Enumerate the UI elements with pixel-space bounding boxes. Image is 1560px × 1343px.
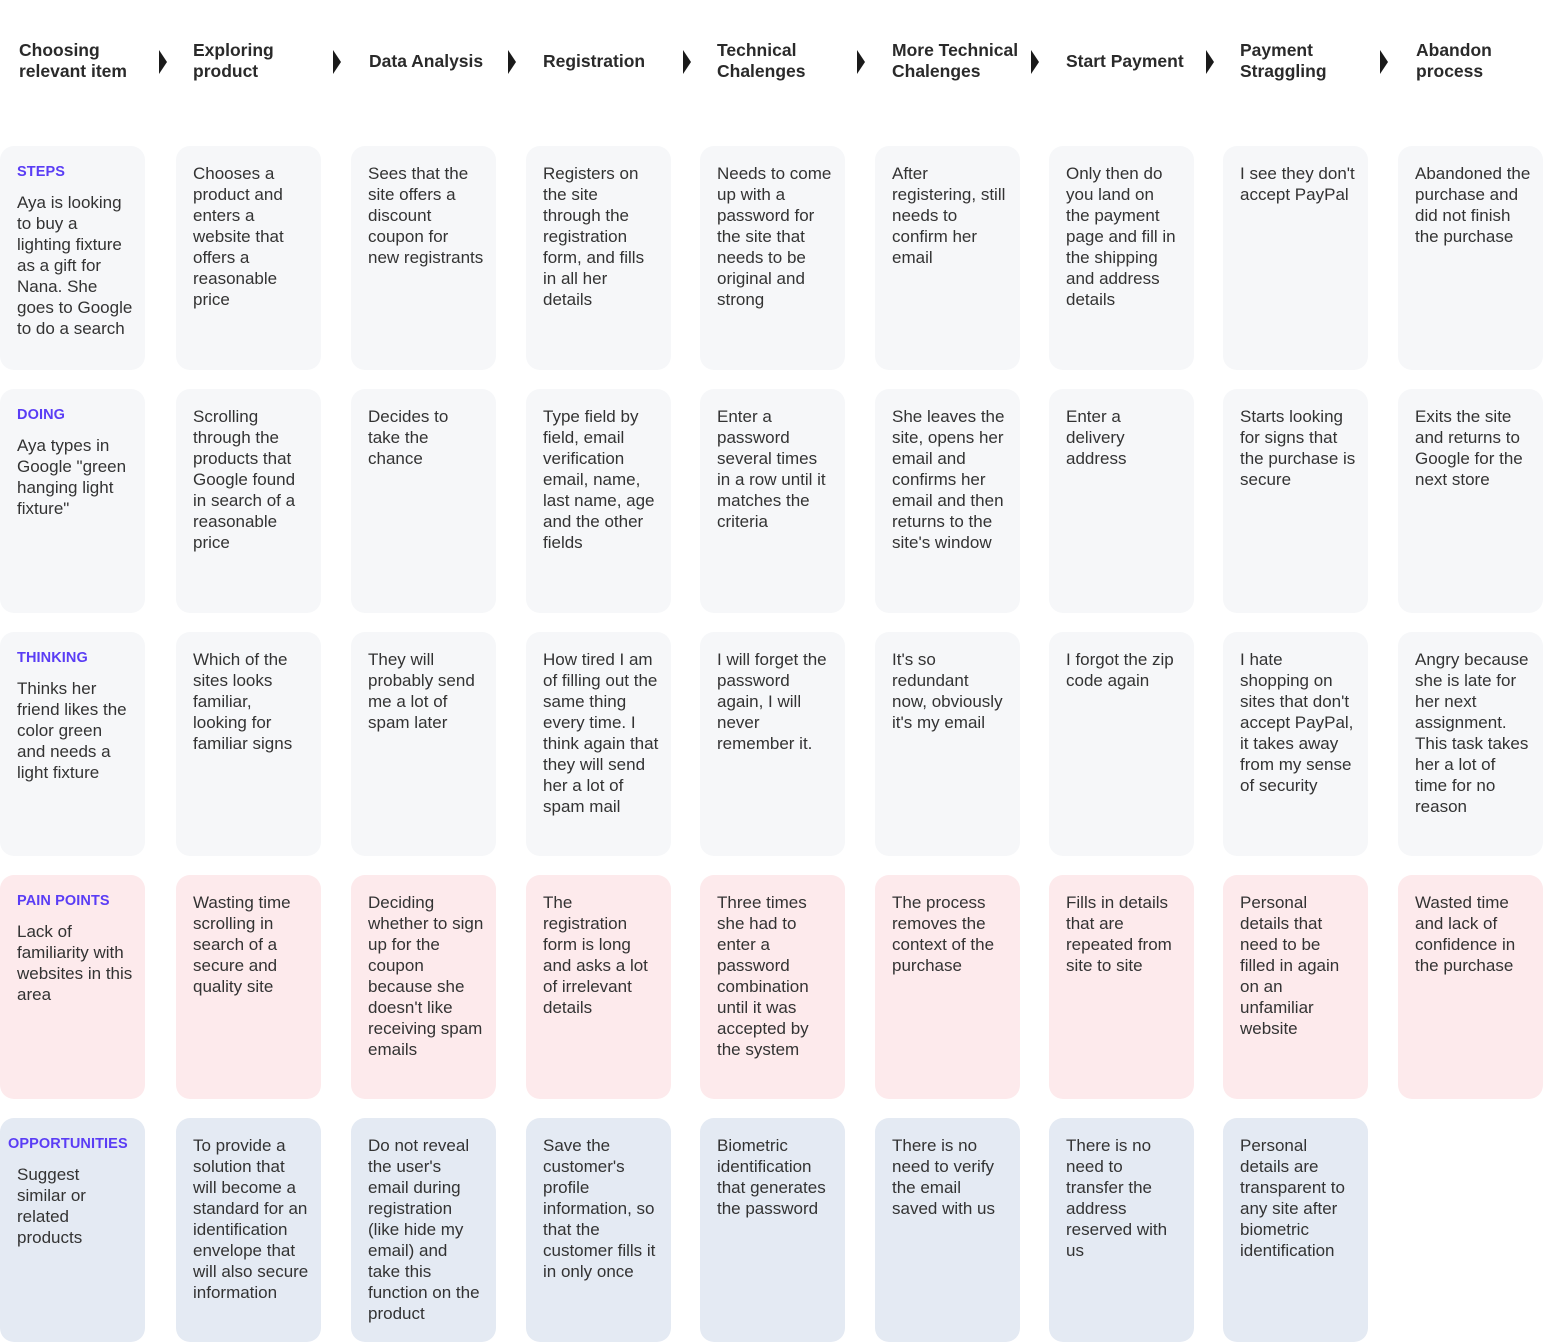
thinking-card <box>351 632 496 856</box>
card-text: How tired I am of filling out the same thing every time. I think again that they will send her a lot of spam mail <box>543 650 659 816</box>
arrow-right-icon <box>333 50 341 74</box>
card-text: Fills in details that are repeated from site to site <box>1066 893 1172 975</box>
pain-card <box>1049 875 1194 1099</box>
steps-card <box>1223 146 1368 370</box>
arrow-right-icon <box>1206 50 1214 74</box>
card-text: Abandoned the purchase and did not finish the purchase <box>1415 164 1531 246</box>
arrow-right-icon <box>1380 50 1388 74</box>
card-text: Which of the sites looks familiar, looking for familiar signs <box>193 650 293 753</box>
pain-card <box>700 875 845 1099</box>
card-text: Wasting time scrolling in search of a secure and quality site <box>193 893 291 996</box>
card-text: Needs to come up with a password for the site that needs to be original and strong <box>717 164 832 309</box>
stage-header: Payment Straggling <box>1240 40 1327 81</box>
card-text: After registering, still needs to confirm her email <box>892 164 1006 267</box>
card-text: Personal details that need to be filled in again on an unfamiliar website <box>1240 893 1340 1038</box>
card-text: She leaves the site, opens her email and confirms her email and then returns to the site's window <box>892 407 1005 552</box>
card-text: Enter a delivery address <box>1066 407 1127 468</box>
steps-card <box>176 146 321 370</box>
doing-card <box>875 389 1020 613</box>
steps-card <box>1049 146 1194 370</box>
card-text: The registration form is long and asks a lot of irrelevant details <box>543 893 648 1017</box>
card-text: Wasted time and lack of confidence in the purchase <box>1415 893 1516 975</box>
card-text: Only then do you land on the payment page and fill in the shipping and address details <box>1066 164 1176 309</box>
card-text: Type field by field, email verification email, name, last name, age and the other fields <box>543 407 655 552</box>
doing-card <box>700 389 845 613</box>
pain-card <box>526 875 671 1099</box>
steps-card <box>875 146 1020 370</box>
stage-header: Data Analysis <box>369 50 484 71</box>
card-text: I hate shopping on sites that don't accept PayPal, it takes away from my sense of security <box>1240 650 1354 795</box>
pain-card <box>875 875 1020 1099</box>
row-label: STEPS <box>17 164 66 180</box>
opp-card <box>700 1118 845 1342</box>
opp-card <box>875 1118 1020 1342</box>
card-text: Decides to take the chance <box>368 407 449 468</box>
opp-card <box>526 1118 671 1342</box>
pain-card <box>1398 875 1543 1099</box>
thinking-card <box>1223 632 1368 856</box>
thinking-card <box>700 632 845 856</box>
steps-card <box>526 146 671 370</box>
opp-card <box>176 1118 321 1342</box>
opp-card <box>1049 1118 1194 1342</box>
card-text: Chooses a product and enters a website that offers a reasonable price <box>193 164 284 309</box>
stage-header: Start Payment <box>1066 50 1184 71</box>
opp-card <box>1223 1118 1368 1342</box>
card-text: I see they don't accept PayPal <box>1240 164 1355 204</box>
pain-card <box>176 875 321 1099</box>
thinking-card <box>875 632 1020 856</box>
card-text: Do not reveal the user's email during registration (like hide my email) and take this function on the product <box>368 1136 480 1323</box>
card-text: There is no need to verify the email saved with us <box>892 1136 995 1218</box>
doing-card <box>176 389 321 613</box>
steps-card <box>0 146 145 370</box>
thinking-card <box>526 632 671 856</box>
card-text: To provide a solution that will become a standard for an identification envelope that will also secure information <box>193 1136 309 1302</box>
card-text: Personal details are transparent to any site after biometric identification <box>1240 1136 1345 1260</box>
card-text: Sees that the site offers a discount coupon for new registrants <box>368 164 484 267</box>
steps-card <box>1398 146 1543 370</box>
card-text: I will forget the password again, I will never remember it. <box>717 650 827 753</box>
row-label: DOING <box>17 407 66 423</box>
card-text: Exits the site and returns to Google for the next store <box>1415 407 1523 489</box>
arrow-right-icon <box>857 50 865 74</box>
arrow-right-icon <box>159 50 167 74</box>
thinking-card <box>1398 632 1543 856</box>
card-text: The process removes the context of the purchase <box>892 893 995 975</box>
card-text: It's so redundant now, obviously it's my email <box>892 650 1003 732</box>
stage-header: More Technical Chalenges <box>892 40 1019 81</box>
card-text: Save the customer's profile information, so that the customer fills it in only once <box>543 1136 656 1281</box>
card-text: There is no need to transfer the address reserved with us <box>1066 1136 1168 1260</box>
doing-card <box>0 389 145 613</box>
stage-header: Choosing relevant item <box>19 40 127 81</box>
card-text: Lack of familiarity with websites in this area <box>17 922 133 1004</box>
doing-card <box>1223 389 1368 613</box>
card-text: Scrolling through the products that Google found in search of a reasonable price <box>193 407 296 552</box>
pain-card <box>1223 875 1368 1099</box>
stage-header: Technical Chalenges <box>717 40 806 81</box>
doing-card <box>1398 389 1543 613</box>
card-text: Suggest similar or related products <box>17 1165 86 1247</box>
stage-header: Abandon process <box>1416 40 1492 81</box>
stage-header: Exploring product <box>193 40 274 81</box>
steps-card <box>351 146 496 370</box>
card-text: Aya is looking to buy a lighting fixture as a gift for Nana. She goes to Google to do a search <box>17 193 133 338</box>
arrow-right-icon <box>508 50 516 74</box>
arrow-right-icon <box>683 50 691 74</box>
arrow-right-icon <box>1031 50 1039 74</box>
card-text: Registers on the site through the registration form, and fills in all her details <box>543 164 645 309</box>
card-text: Deciding whether to sign up for the coupon because she doesn't like receiving spam emails <box>368 893 484 1059</box>
card-text: Thinks her friend likes the color green and needs a light fixture <box>17 679 127 782</box>
row-label: OPPORTUNITIES <box>8 1136 128 1152</box>
card-text: Angry because she is late for her next assignment. This task takes her a lot of time for no reason <box>1415 650 1529 816</box>
opp-card <box>351 1118 496 1342</box>
card-text: Enter a password several times in a row until it matches the criteria <box>717 407 826 531</box>
opp-card <box>0 1118 145 1342</box>
steps-card <box>700 146 845 370</box>
thinking-card <box>0 632 145 856</box>
card-text: Aya types in Google "green hanging light fixture" <box>17 436 127 518</box>
card-text: They will probably send me a lot of spam later <box>368 650 475 732</box>
card-text: Starts looking for signs that the purchase is secure <box>1240 407 1356 489</box>
card-text: Biometric identification that generates the password <box>717 1136 826 1218</box>
doing-card <box>1049 389 1194 613</box>
doing-card <box>351 389 496 613</box>
row-label: PAIN POINTS <box>17 893 110 909</box>
thinking-card <box>1049 632 1194 856</box>
row-label: THINKING <box>17 650 88 666</box>
pain-card <box>0 875 145 1099</box>
doing-card <box>526 389 671 613</box>
thinking-card <box>176 632 321 856</box>
stage-header: Registration <box>543 50 646 71</box>
card-text: Three times she had to enter a password combination until it was accepted by the system <box>717 893 809 1059</box>
card-text: I forgot the zip code again <box>1066 650 1174 690</box>
pain-card <box>351 875 496 1099</box>
